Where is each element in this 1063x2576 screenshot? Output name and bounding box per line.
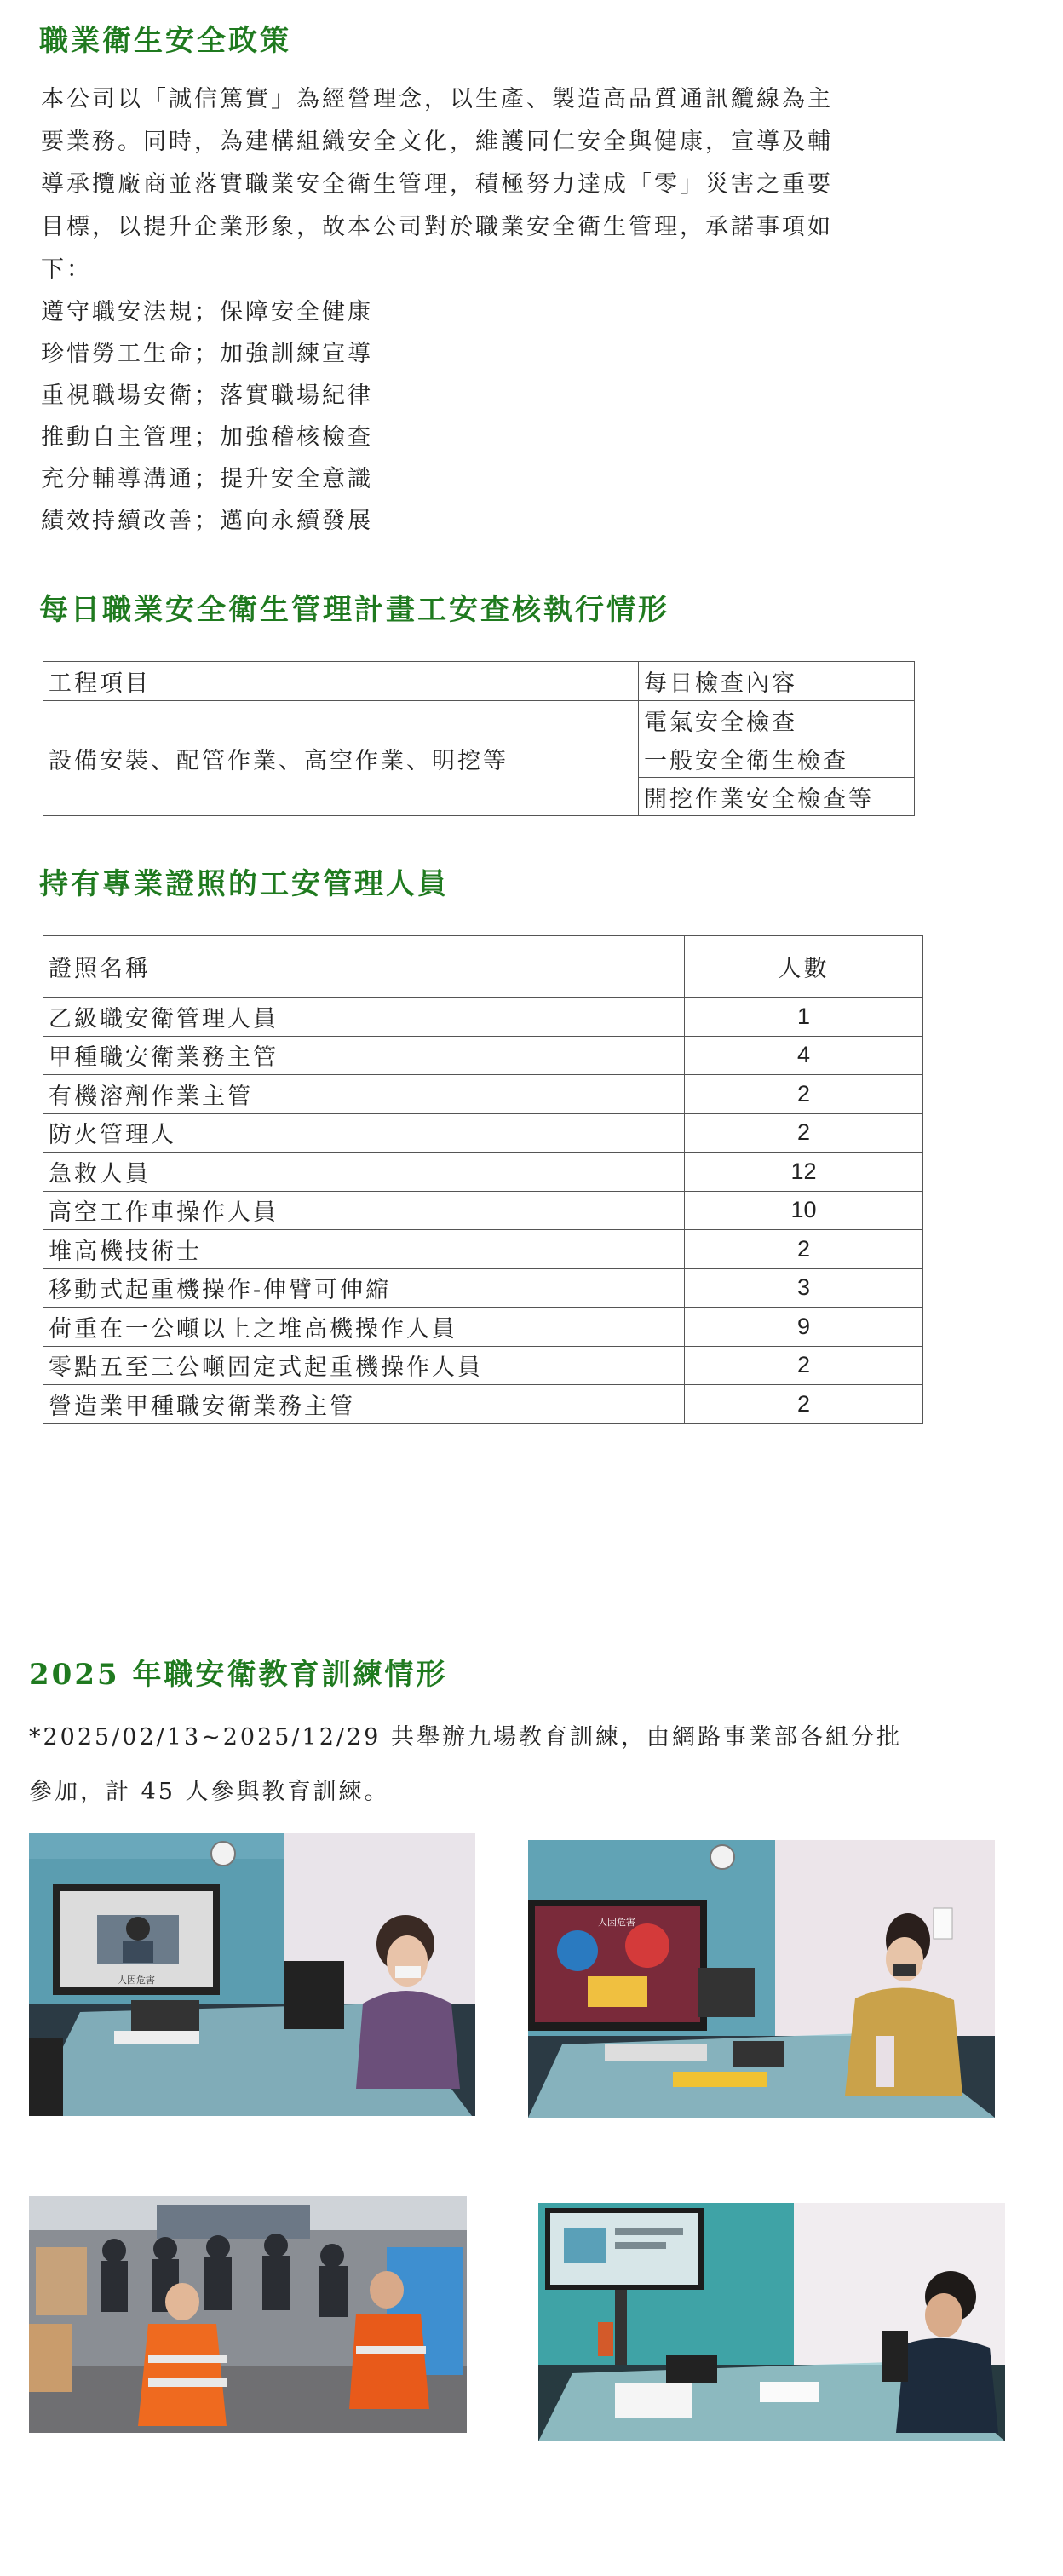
license-count: 2 [685,1346,923,1385]
policy-title: 職業衛生安全政策 [39,24,291,58]
training-photo-1 [29,1833,475,2116]
licenses-table [43,935,923,1424]
training-desc-line: *2025/02/13~2025/12/29 共舉辦九場教育訓練，由網路事業部各組分批 [29,1724,902,1751]
policy-intro [41,78,978,291]
license-count: 2 [685,1385,923,1424]
header-content: 每日檢查內容 [639,662,915,701]
licenses-title: 持有專業證照的工安管理人員 [39,867,449,901]
training-photo-3 [29,2196,467,2433]
inspection-item: 開挖作業安全檢查等 [639,778,915,816]
policy-commitments [41,291,807,542]
header-count: 人數 [685,936,923,998]
training-photo-2 [528,1840,995,2118]
commitment-item: 重視職場安衛；落實職場紀律 [41,382,373,409]
policy-intro-line: 要業務。同時，為建構組織安全文化，維護同仁安全與健康，宣導及輔 [41,129,833,155]
training-photo-4 [538,2203,1005,2441]
license-count: 1 [685,998,923,1037]
license-name: 零點五至三公噸固定式起重機操作人員 [43,1346,685,1385]
license-name: 有機溶劑作業主管 [43,1075,685,1114]
license-name: 移動式起重機操作-伸臂可伸縮 [43,1268,685,1308]
license-name: 甲種職安衛業務主管 [43,1036,685,1075]
license-count: 9 [685,1308,923,1347]
license-name: 急救人員 [43,1153,685,1192]
header-project: 工程項目 [43,662,639,701]
policy-intro-line: 本公司以「誠信篤實」為經營理念，以生產、製造高品質通訊纜線為主 [41,86,833,112]
screen-caption: 人因危害 [118,1975,155,1986]
license-count: 2 [685,1230,923,1269]
training-desc [29,1711,1008,1820]
inspection-item: 電氣安全檢查 [639,701,915,739]
commitment-item: 充分輔導溝通；提升安全意識 [41,466,373,492]
license-name: 營造業甲種職安衛業務主管 [43,1385,685,1424]
license-name: 防火管理人 [43,1113,685,1153]
policy-intro-line: 導承攬廠商並落實職業安全衛生管理，積極努力達成「零」災害之重要 [41,171,833,198]
license-count: 12 [685,1153,923,1192]
license-name: 荷重在一公噸以上之堆高機操作人員 [43,1308,685,1347]
license-count: 4 [685,1036,923,1075]
header-license-name: 證照名稱 [43,936,685,998]
training-desc-line: 參加，計 45 人參與教育訓練。 [29,1779,390,1805]
inspection-table [43,661,915,816]
license-name: 堆高機技術士 [43,1230,685,1269]
license-count: 2 [685,1113,923,1153]
commitment-item: 遵守職安法規；保障安全健康 [41,299,373,325]
license-count: 3 [685,1268,923,1308]
project-cell: 設備安裝、配管作業、高空作業、明挖等 [43,701,639,816]
license-count: 10 [685,1191,923,1230]
license-name: 高空工作車操作人員 [43,1191,685,1230]
inspection-item: 一般安全衛生檢查 [639,739,915,778]
policy-intro-line: 目標，以提升企業形象，故本公司對於職業安全衛生管理，承諾事項如 [41,214,833,240]
inspection-title: 每日職業安全衛生管理計畫工安查核執行情形 [39,593,669,627]
screen-caption: 人因危害 [598,1917,635,1928]
commitment-item: 珍惜勞工生命；加強訓練宣導 [41,341,373,367]
policy-intro-line: 下： [41,256,92,283]
commitment-item: 推動自主管理；加強稽核檢查 [41,424,373,451]
training-title: 2025 年職安衛教育訓練情形 [29,1658,448,1692]
license-name: 乙級職安衛管理人員 [43,998,685,1037]
commitment-item: 績效持續改善；邁向永續發展 [41,508,373,534]
license-count: 2 [685,1075,923,1114]
